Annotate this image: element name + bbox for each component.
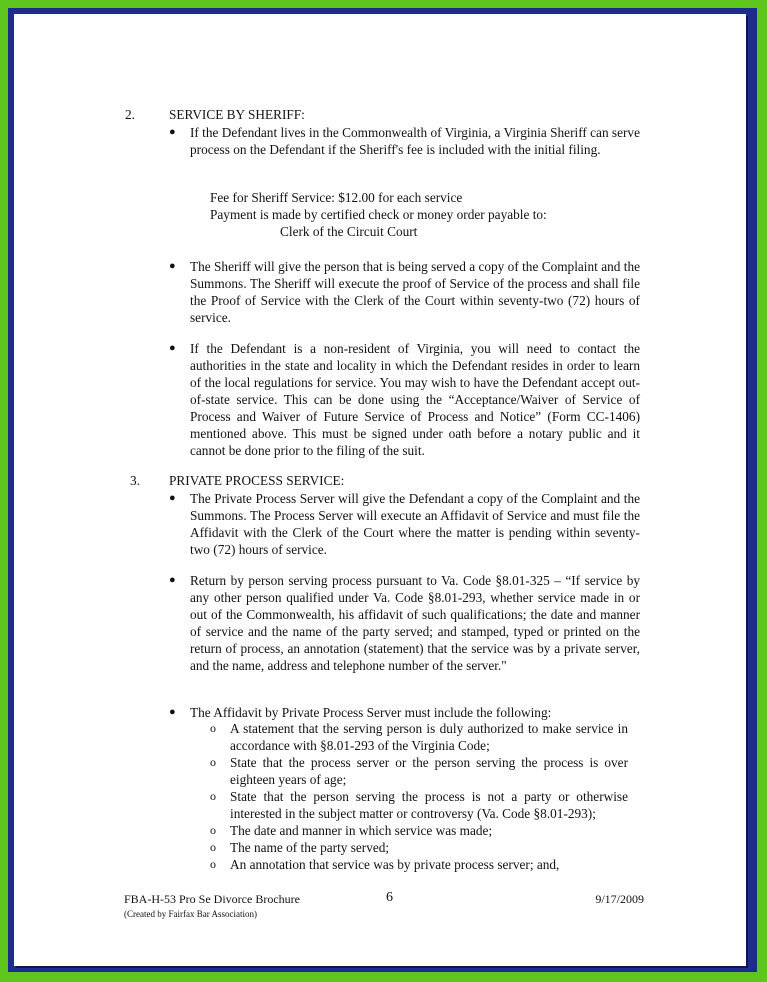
fee-line-1: Fee for Sheriff Service: $12.00 for each service — [210, 190, 463, 205]
fee-line-3 — [210, 223, 610, 240]
bullet-icon: ● — [169, 706, 176, 718]
section-2-bullet-2: The Sheriff will give the person that is being served a copy of the Complaint and the Summons. The Sheriff will execute the proof of Service of the process and shall file the Proof of Service with the Clerk of the Court within seventy-two (72) hours of service. — [190, 259, 640, 325]
section-2-heading: SERVICE BY SHERIFF: — [169, 107, 305, 122]
section-2-bullet-1: If the Defendant lives in the Commonwealth of Virginia, a Virginia Sheriff can serve process on the Defendant if the Sheriff's fee is included with the initial filing. — [190, 125, 640, 157]
affidavit-requirement: The name of the party served; — [230, 840, 390, 855]
footer-created-by: (Created by Fairfax Bar Association) — [124, 909, 257, 919]
section-3-bullet-2: Return by person serving process pursuant to Va. Code §8.01-325 – “If service by any other person qualified under Va. Code §8.01-293, whether service made in or out of the Commonwealth, his affidavit of such qualifications; the date and manner of service and the name of the party served; and stamped, typed or printed on the return of process, an annotation (statement) that the service was by a private server, and the name, address and telephone number of the server." — [190, 573, 640, 673]
affidavit-requirement: State that the person serving the process is not a party or otherwise interested in the subject matter or controversy (Va. Code §8.01-293); — [230, 789, 628, 821]
page-number: 6 — [386, 890, 393, 905]
bullet-icon: ● — [169, 260, 176, 272]
affidavit-requirement: A statement that the serving person is duly authorized to make service in accordance with §8.01-293 of the Virginia Code; — [230, 721, 628, 753]
circle-bullet-icon: o — [210, 823, 216, 837]
affidavit-requirement: An annotation that service was by private process server; and, — [230, 857, 560, 872]
bullet-icon: ● — [169, 492, 176, 504]
circle-bullet-icon: o — [210, 755, 216, 769]
circle-bullet-icon: o — [210, 857, 216, 871]
section-3-heading: PRIVATE PROCESS SERVICE: — [169, 473, 345, 488]
section-3-bullet-3: The Affidavit by Private Process Server must include the following: — [190, 705, 552, 720]
section-3-bullet-1: The Private Process Server will give the Defendant a copy of the Complaint and the Summons. The Process Server will execute an Affidavit of Service and must file the Affidavit with the Clerk of the Court where the matter is pending within seventy-two (72) hours of service. — [190, 491, 640, 557]
section-2-bullet-3: If the Defendant is a non-resident of Virginia, you will need to contact the authorities in the state and locality in which the Defendant resides in order to learn of the local regulations for service. You may wish to have the Defendant accept out-of-state service. This can be done using the “Acceptance/Waiver of Service of Process and Waiver of Future Service of Process and Notice” (Form CC-1406) mentioned above. This must be signed under oath before a notary public and it cannot be done prior to the filing of the suit. — [190, 341, 640, 458]
bullet-icon: ● — [169, 574, 176, 586]
document-page — [14, 14, 746, 966]
payee-name: Clerk of the Circuit Court — [280, 224, 418, 239]
footer-document-id: FBA-H-53 Pro Se Divorce Brochure — [124, 892, 300, 906]
circle-bullet-icon: o — [210, 840, 216, 854]
circle-bullet-icon: o — [210, 721, 216, 735]
circle-bullet-icon: o — [210, 789, 216, 803]
fee-line-2: Payment is made by certified check or money order payable to: — [210, 207, 547, 222]
bullet-icon: ● — [169, 126, 176, 138]
affidavit-requirement: State that the process server or the person serving the process is over eighteen years of age; — [230, 755, 628, 787]
bullet-icon: ● — [169, 342, 176, 354]
section-3-number: 3. — [130, 473, 140, 488]
footer-date: 9/17/2009 — [595, 892, 644, 906]
section-2-number: 2. — [125, 107, 135, 122]
affidavit-requirement: The date and manner in which service was made; — [230, 823, 493, 838]
